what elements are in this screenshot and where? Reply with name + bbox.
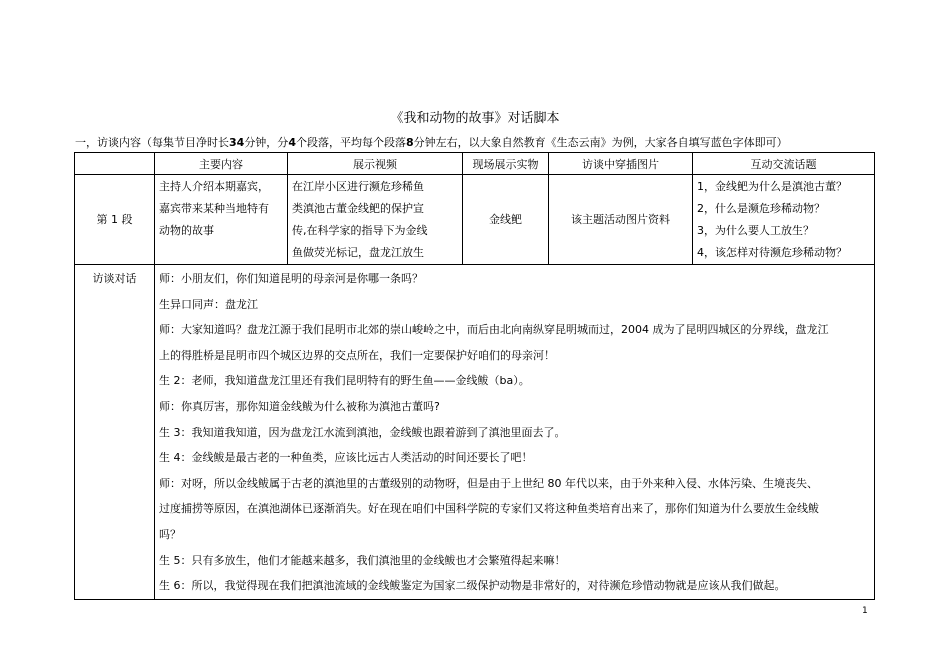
segment-item: 金线鲃 bbox=[463, 175, 549, 265]
intro-part-4: 分钟左右，以大象自然教育《生态云南》为例，大家各自填写蓝色字体即可） bbox=[413, 136, 788, 149]
segment-video bbox=[288, 175, 463, 265]
segment-topics bbox=[693, 175, 875, 265]
dialog-line: 吗？ bbox=[159, 527, 181, 541]
header-blank bbox=[75, 153, 155, 175]
topic-item: 2，什么是濒危珍稀动物？ bbox=[697, 202, 825, 215]
topic-item: 1，金线鲃为什么是滇池古董？ bbox=[697, 180, 847, 193]
page-number: 1 bbox=[862, 606, 868, 616]
dialog-row bbox=[75, 265, 875, 600]
content-line: 动物的故事 bbox=[159, 224, 214, 237]
dialog-line: 生 2：老师，我知道盘龙江里还有我们昆明特有的野生鱼——金线鲅（ba）。 bbox=[159, 374, 530, 388]
intro-number-segments: 4 bbox=[288, 136, 296, 149]
dialog-line: 师：小朋友们，你们知道昆明的母亲河是你哪一条吗？ bbox=[159, 272, 423, 285]
table-header-row bbox=[75, 153, 875, 175]
topic-item: 3，为什么要人工放生？ bbox=[697, 224, 814, 237]
dialog-label: 访谈对话 bbox=[75, 265, 155, 600]
intro-number-minutes: 8 bbox=[405, 136, 414, 149]
video-line: 传,在科学家的指导下为金线 bbox=[292, 224, 428, 237]
segment-content bbox=[155, 175, 288, 265]
script-table bbox=[74, 152, 875, 600]
video-line: 在江岸小区进行濒危珍稀鱼 bbox=[292, 180, 424, 193]
header-main-content: 主要内容 bbox=[155, 153, 288, 175]
video-line: 类滇池古董金线鲃的保护宣 bbox=[292, 202, 424, 215]
dialog-line: 生 6：所以，我觉得现在我们把滇池流域的金线鲅鉴定为国家二级保护动物是非常好的，对待濒危珍惜动物就是应该从我们做起。 bbox=[159, 579, 786, 593]
content-line: 嘉宾带来某种当地特有 bbox=[159, 202, 269, 215]
video-line: 鱼做荧光标记，盘龙江放生 bbox=[292, 246, 424, 259]
header-item: 现场展示实物 bbox=[463, 153, 549, 175]
dialog-line: 生异口同声：盘龙江 bbox=[159, 297, 258, 311]
segment-label: 第 1 段 bbox=[75, 175, 155, 265]
intro-number-duration: 34 bbox=[229, 136, 245, 149]
dialog-line: 生 4：金线鲅是最古老的一种鱼类，应该比远古人类活动的时间还要长了吧！ bbox=[159, 451, 533, 465]
dialog-line: 上的得胜桥是昆明市四个城区边界的交点所在，我们一定要保护好咱们的母亲河！ bbox=[159, 348, 555, 362]
segment-image: 该主题活动图片资料 bbox=[549, 175, 693, 265]
dialog-line: 师：对呀，所以金线鲅属于古老的滇池里的古董级别的动物呀，但是由于上世纪 80 年代以来，由于外来种入侵、水体污染、生境丧失、 bbox=[159, 476, 818, 490]
document-title: 《我和动物的故事》对话脚本 bbox=[390, 111, 560, 126]
header-topics: 互动交流话题 bbox=[693, 153, 875, 175]
intro-part-2: 分钟，分 bbox=[244, 136, 289, 149]
dialog-line: 生 3：我知道我知道，因为盘龙江水流到滇池，金线鲅也跟着游到了滇池里面去了。 bbox=[159, 425, 566, 439]
dialog-body bbox=[155, 265, 875, 600]
header-image: 访谈中穿插图片 bbox=[549, 153, 693, 175]
topic-item: 4，该怎样对待濒危珍稀动物？ bbox=[697, 246, 847, 259]
intro-part-3: 个段落，平均每个段落 bbox=[295, 136, 406, 149]
header-video: 展示视频 bbox=[288, 153, 463, 175]
segment-row bbox=[75, 175, 875, 265]
dialog-line: 过度捕捞等原因，在滇池湖体已逐渐消失。好在现在咱们中国科学院的专家们又将这种鱼类培育出来了，那你们知道为什么要放生金线鲅 bbox=[159, 502, 819, 516]
intro-line bbox=[75, 134, 875, 150]
content-line: 主持人介绍本期嘉宾， bbox=[159, 180, 269, 193]
dialog-line: 师：你真厉害，那你知道金线鲅为什么被称为滇池古董吗? bbox=[159, 399, 440, 413]
dialog-line: 生 5：只有多放生，他们才能越来越多，我们滇池里的金线鲅也才会繁殖得起来嘛！ bbox=[159, 553, 566, 567]
dialog-line: 师：大家知道吗？盘龙江源于我们昆明市北郊的崇山峻岭之中，而后由北向南纵穿昆明城而过，2004 成为了昆明四城区的分界线，盘龙江 bbox=[159, 323, 829, 337]
intro-part-1: 一，访谈内容（每集节目净时长 bbox=[75, 136, 229, 149]
